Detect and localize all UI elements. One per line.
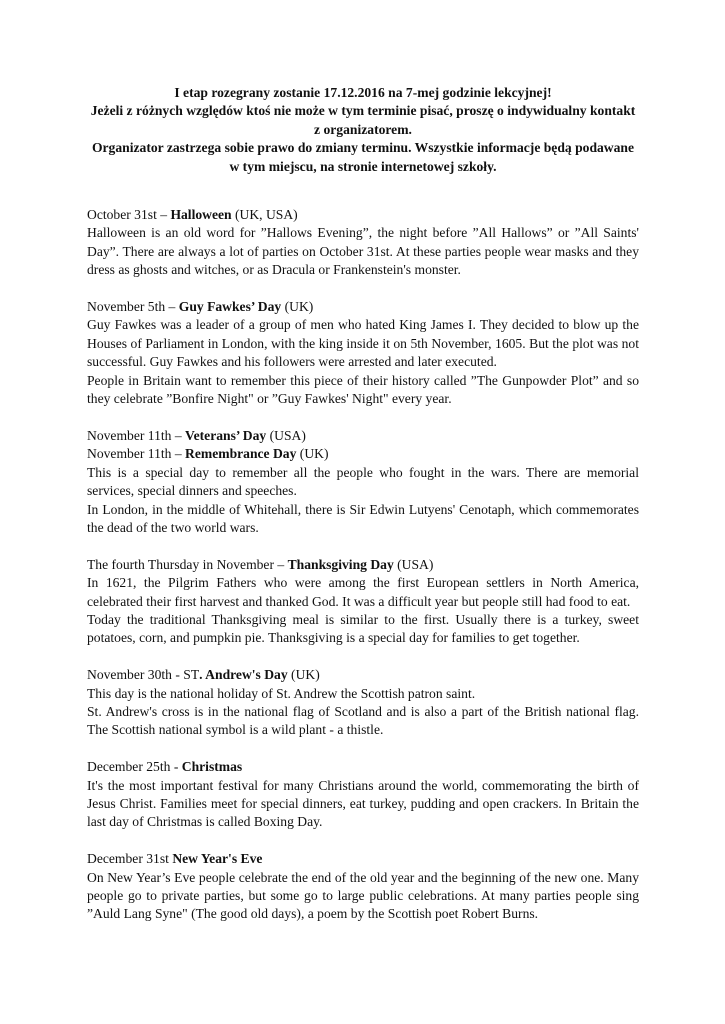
holiday-section-halloween <box>87 206 639 280</box>
heading-holiday-name: Christmas <box>181 759 243 775</box>
holiday-heading <box>87 298 639 316</box>
notice-line-1: I etap rozegrany zostanie 17.12.2016 na 7-mej godzinie lekcyjnej! <box>174 85 552 100</box>
heading-holiday-name: Thanksgiving Day <box>287 556 394 572</box>
heading-holiday-name: Remembrance Day <box>185 446 297 462</box>
holiday-section-guy-fawkes <box>87 298 639 408</box>
document-page <box>87 84 639 942</box>
holiday-section-new-years-eve <box>87 850 639 924</box>
holiday-paragraph: This is a special day to remember all the people who fought in the wars. There are memorial services, special dinners and speeches. <box>87 464 639 499</box>
heading-holiday-name: New Year's Eve <box>172 851 263 867</box>
holiday-section-st-andrews <box>87 666 639 740</box>
heading-holiday-name: Halloween <box>170 207 232 223</box>
heading-date: November 11th – <box>87 446 186 462</box>
heading-country: (UK) <box>281 299 314 315</box>
holiday-paragraph: On New Year’s Eve people celebrate the end of the old year and the beginning of the new one. Many people go to private parties, but some go to large public celebrations. At many parties people sing ”Auld Lang Syne" (The good old days), a poem by the Scottish poet Robert Burns. <box>87 869 639 922</box>
heading-date: December 31st <box>87 851 173 867</box>
notice-line-2: Jeżeli z różnych względów ktoś nie może w tym terminie pisać, proszę o indywidualny kontakt z organizatorem. <box>90 103 636 137</box>
holiday-paragraph: Halloween is an old word for ”Hallows Evening”, the night before ”All Hallows” or ”All Saints' Day”. There are always a lot of parties on October 31st. At these parties people wear masks and they dress as ghosts and witches, or as Dracula or Frankenstein's monster. <box>87 225 639 278</box>
heading-holiday-name: Veterans’ Day <box>185 427 267 443</box>
heading-date: November 5th – <box>87 299 179 315</box>
heading-date: October 31st – <box>87 207 171 223</box>
holiday-heading <box>87 556 639 574</box>
holiday-paragraph: In London, in the middle of Whitehall, there is Sir Edwin Lutyens' Cenotaph, which commemorates the dead of the two world wars. <box>87 501 639 535</box>
notice-line-3: Organizator zastrzega sobie prawo do zmiany terminu. Wszystkie informacje będą podawane w tym miejscu, na stronie internetowej szkoły. <box>91 140 635 174</box>
heading-country: (USA) <box>393 556 434 572</box>
holiday-paragraph: It's the most important festival for many Christians around the world, commemorating the birth of Jesus Christ. Families meet for special dinners, eat turkey, pudding and open crackers. In Britain the last day of Christmas is called Boxing Day. <box>87 777 639 830</box>
heading-country: (UK) <box>296 446 329 462</box>
holiday-section-thanksgiving <box>87 556 639 648</box>
contest-notice <box>87 84 639 176</box>
holiday-paragraph: Guy Fawkes was a leader of a group of men who hated King James I. They decided to blow up the Houses of Parliament in London, with the king inside it on 5th November, 1605. But the plot was not successful. Guy Fawkes and his followers were arrested and later executed. <box>87 317 639 370</box>
heading-country: (UK, USA) <box>231 207 298 223</box>
holiday-heading <box>87 666 639 684</box>
holiday-heading <box>87 427 639 445</box>
holiday-paragraph: Today the traditional Thanksgiving meal is similar to the first. Usually there is a turkey, sweet potatoes, corn, and pumpkin pie. Thanksgiving is a special day for families to get together. <box>87 611 639 646</box>
heading-country: (USA) <box>266 427 306 443</box>
holiday-heading <box>87 206 639 224</box>
holiday-section-christmas <box>87 758 639 832</box>
heading-date: The fourth Thursday in November – <box>87 556 288 572</box>
heading-country: (UK) <box>287 667 320 683</box>
holiday-section-remembrance <box>87 427 639 537</box>
holiday-heading <box>87 445 639 463</box>
holiday-heading <box>87 850 639 868</box>
holiday-heading <box>87 758 639 776</box>
holiday-paragraph: St. Andrew's cross is in the national flag of Scotland and is also a part of the British national flag. The Scottish national symbol is a wild plant - a thistle. <box>87 703 639 738</box>
heading-holiday-name: Guy Fawkes’ Day <box>178 299 282 315</box>
holiday-paragraph: People in Britain want to remember this piece of their history called ”The Gunpowder Plot” and so they celebrate ”Bonfire Night" or ”Guy Fawkes' Night" every year. <box>87 372 639 407</box>
heading-date: December 25th - <box>87 759 182 775</box>
heading-date: November 11th – <box>87 427 186 443</box>
heading-date: November 30th - ST <box>87 667 200 683</box>
holiday-paragraph: In 1621, the Pilgrim Fathers who were among the first European settlers in North America, celebrated their first harvest and thanked God. It was a difficult year but people still had food to eat. <box>87 575 639 609</box>
heading-holiday-name: . Andrew's Day <box>199 667 288 683</box>
holiday-paragraph: This day is the national holiday of St. Andrew the Scottish patron saint. <box>87 685 476 701</box>
